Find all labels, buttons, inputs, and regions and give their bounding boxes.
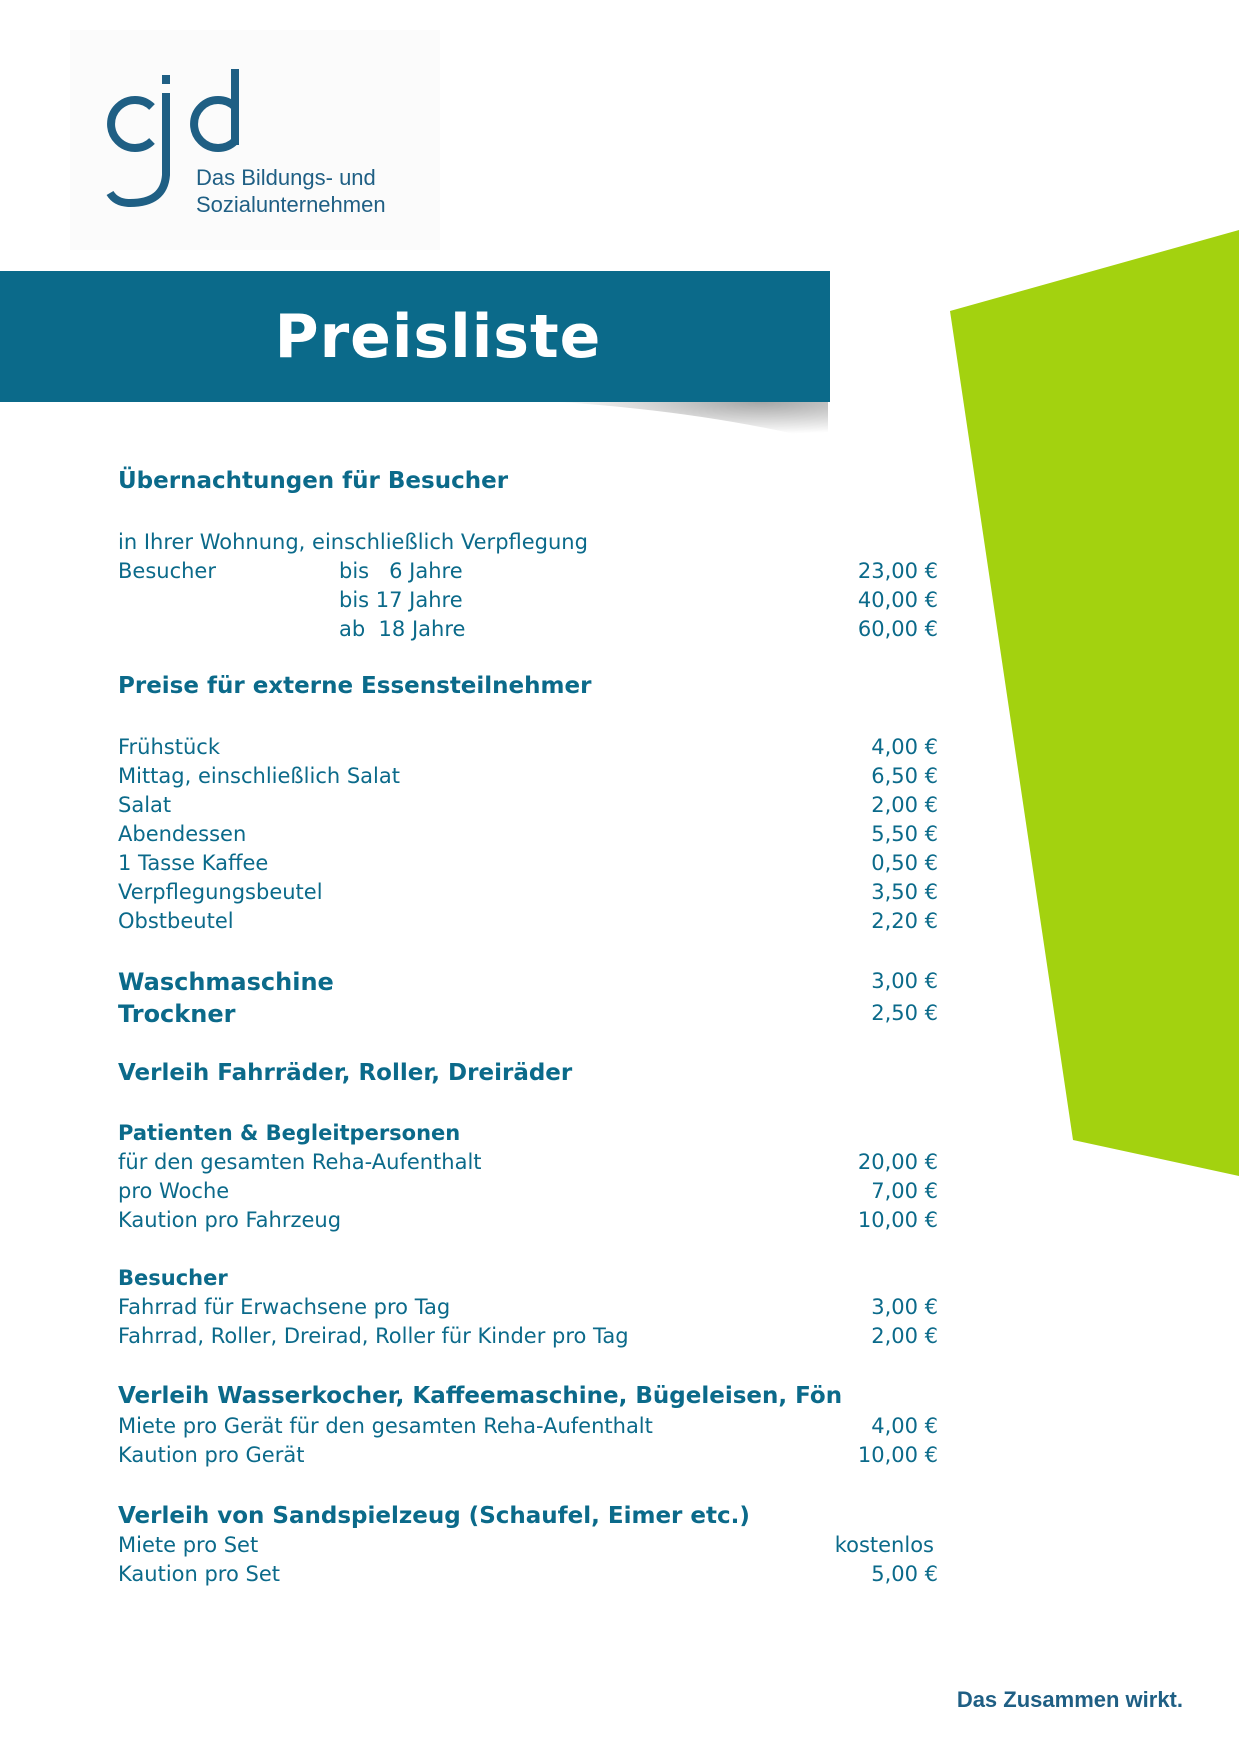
price-row — [118, 1176, 938, 1206]
price-value: 3,00 € — [871, 969, 938, 993]
price-row — [118, 790, 938, 820]
section-heading-overnight: Übernachtungen für Besucher — [118, 468, 509, 494]
price-value: 23,00 € — [857, 559, 938, 583]
age-range: bis 17 Jahre — [339, 588, 463, 612]
logo-tagline — [196, 164, 386, 218]
price-row — [118, 1205, 938, 1235]
price-row — [118, 966, 938, 998]
item-label: Obstbeutel — [118, 909, 234, 933]
price-row — [118, 1147, 938, 1177]
item-label: Kaution pro Gerät — [118, 1443, 305, 1467]
banner-shadow — [560, 402, 828, 454]
subheading-patients: Patienten & Begleitpersonen — [118, 1121, 461, 1145]
price-value: 10,00 € — [857, 1208, 938, 1232]
price-row — [118, 761, 938, 791]
item-label: Salat — [118, 793, 172, 817]
overnight-group-label: Besucher — [118, 559, 216, 583]
price-value: 0,50 € — [871, 851, 938, 875]
price-value: 20,00 € — [857, 1150, 938, 1174]
price-row — [118, 732, 938, 762]
price-value: 5,50 € — [871, 822, 938, 846]
item-label: Mittag, einschließlich Salat — [118, 764, 400, 788]
price-row — [118, 556, 938, 586]
item-label: 1 Tasse Kaffee — [118, 851, 269, 875]
item-label: Verpflegungsbeutel — [118, 880, 323, 904]
item-label: Miete pro Set — [118, 1533, 259, 1557]
price-value: 40,00 € — [857, 588, 938, 612]
price-value: kostenlos — [834, 1533, 934, 1557]
item-label: für den gesamten Reha-Aufenthalt — [118, 1150, 482, 1174]
age-range: bis 6 Jahre — [339, 559, 463, 583]
price-row — [118, 848, 938, 878]
price-value: 4,00 € — [871, 1414, 938, 1438]
price-value: 2,20 € — [871, 909, 938, 933]
price-value: 7,00 € — [871, 1179, 938, 1203]
price-row — [118, 877, 938, 907]
laundry-label: Trockner — [118, 1000, 236, 1028]
price-value: 60,00 € — [857, 617, 938, 641]
price-row — [118, 614, 938, 644]
price-row — [118, 998, 938, 1030]
laundry-label: Waschmaschine — [118, 968, 334, 996]
overnight-intro — [118, 527, 938, 557]
item-label: Kaution pro Fahrzeug — [118, 1208, 342, 1232]
footer-slogan: Das Zusammen wirkt. — [956, 1687, 1183, 1712]
price-row — [118, 819, 938, 849]
price-row — [118, 906, 938, 936]
age-range: ab 18 Jahre — [339, 617, 466, 641]
price-row — [118, 585, 938, 615]
price-row — [118, 1530, 938, 1560]
item-label: Miete pro Gerät für den gesamten Reha-Aufenthalt — [118, 1414, 653, 1438]
item-label: pro Woche — [118, 1179, 230, 1203]
price-value: 2,00 € — [871, 1324, 938, 1348]
logo-tagline-line1: Das Bildungs- und — [196, 165, 376, 190]
price-row — [118, 1411, 938, 1441]
section-heading-bikes: Verleih Fahrräder, Roller, Dreiräder — [118, 1060, 573, 1086]
price-value: 2,50 € — [871, 1001, 938, 1025]
item-label: Abendessen — [118, 822, 247, 846]
price-value: 3,50 € — [871, 880, 938, 904]
page-title: Preisliste — [274, 301, 602, 372]
item-label: Fahrrad, Roller, Dreirad, Roller für Kinder pro Tag — [118, 1324, 629, 1348]
price-row — [118, 1292, 938, 1322]
logo-tagline-line2: Sozialunternehmen — [196, 192, 386, 217]
subheading-visitors: Besucher — [118, 1266, 228, 1290]
item-label: Fahrrad für Erwachsene pro Tag — [118, 1295, 451, 1319]
price-value: 5,00 € — [871, 1562, 938, 1586]
price-row — [118, 1559, 938, 1589]
price-value: 4,00 € — [871, 735, 938, 759]
item-label: Frühstück — [118, 735, 220, 759]
section-heading-sandtoys: Verleih von Sandspielzeug (Schaufel, Eimer etc.) — [118, 1503, 750, 1529]
price-row — [118, 1321, 938, 1351]
price-row — [118, 1440, 938, 1470]
item-label: Kaution pro Set — [118, 1562, 280, 1586]
section-heading-meals: Preise für externe Essensteilnehmer — [118, 673, 592, 699]
section-heading-appliances: Verleih Wasserkocher, Kaffeemaschine, Bügeleisen, Fön — [118, 1383, 843, 1409]
price-value: 2,00 € — [871, 793, 938, 817]
price-value: 10,00 € — [857, 1443, 938, 1467]
price-value: 3,00 € — [871, 1295, 938, 1319]
overnight-intro-text: in Ihrer Wohnung, einschließlich Verpflegung — [118, 530, 588, 554]
price-value: 6,50 € — [871, 764, 938, 788]
